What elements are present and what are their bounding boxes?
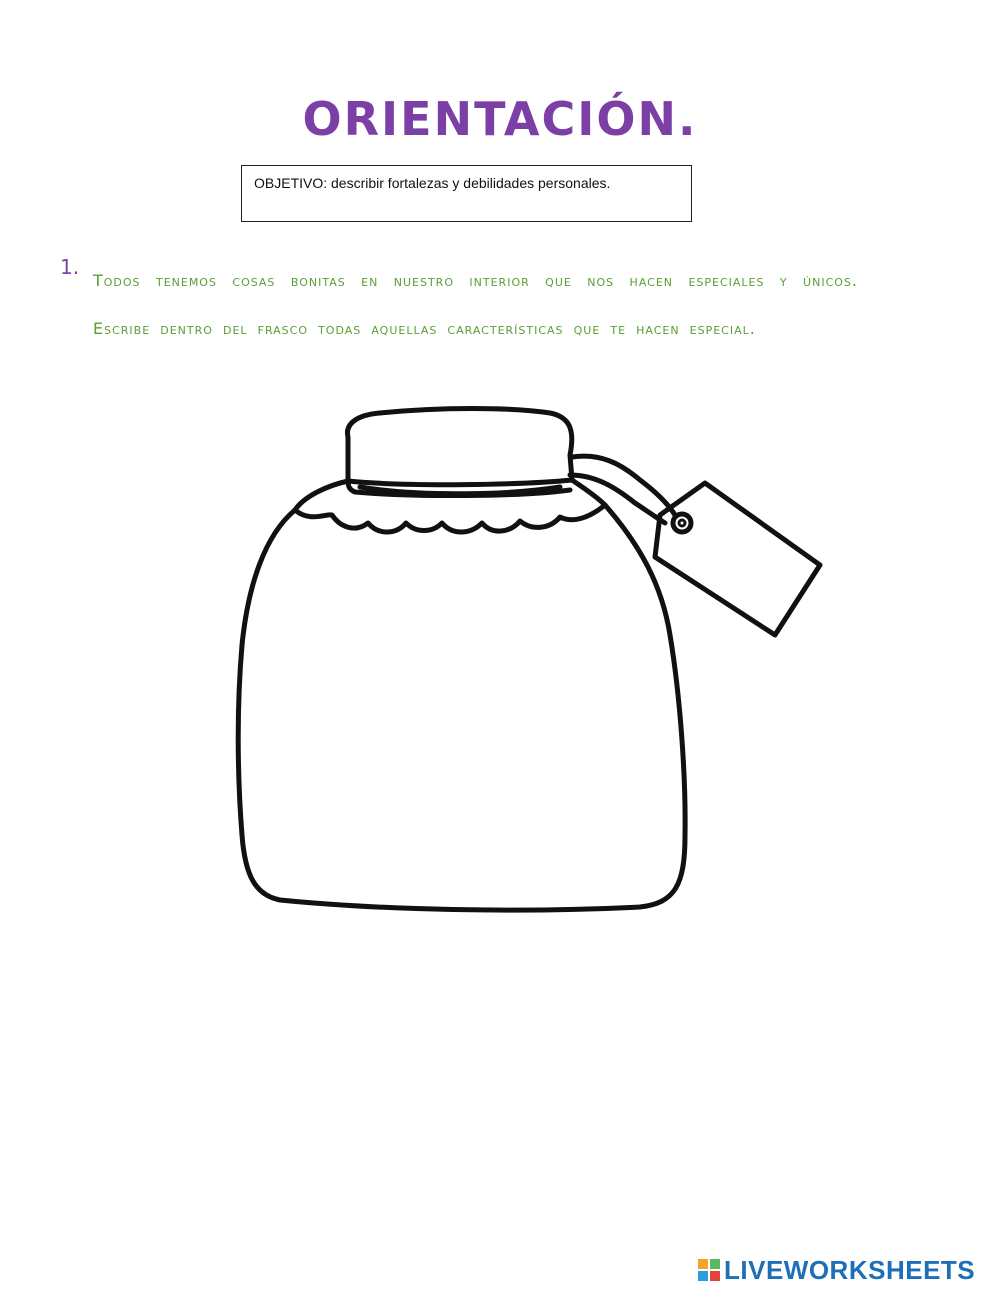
jar-tag bbox=[655, 483, 820, 635]
objective-text: OBJETIVO: describir fortalezas y debilidades personales. bbox=[254, 175, 611, 191]
page-title: ORIENTACIÓN. bbox=[302, 92, 698, 146]
instruction-number: 1. bbox=[60, 255, 80, 279]
instruction-text: Todos tenemos cosas bonitas en nuestro interior que nos hacen especiales y únicos. Escribe dentro del frasco todas aquellas características que te hacen especial. bbox=[93, 271, 858, 338]
jar-lid bbox=[347, 409, 572, 485]
jar-body bbox=[238, 505, 685, 910]
objective-box bbox=[241, 165, 692, 222]
brand-name: LIVEWORKSHEETS bbox=[724, 1254, 976, 1285]
jar-drawing bbox=[220, 395, 840, 945]
liveworksheets-logo-icon bbox=[697, 1258, 721, 1282]
brand-watermark bbox=[697, 1254, 975, 1286]
